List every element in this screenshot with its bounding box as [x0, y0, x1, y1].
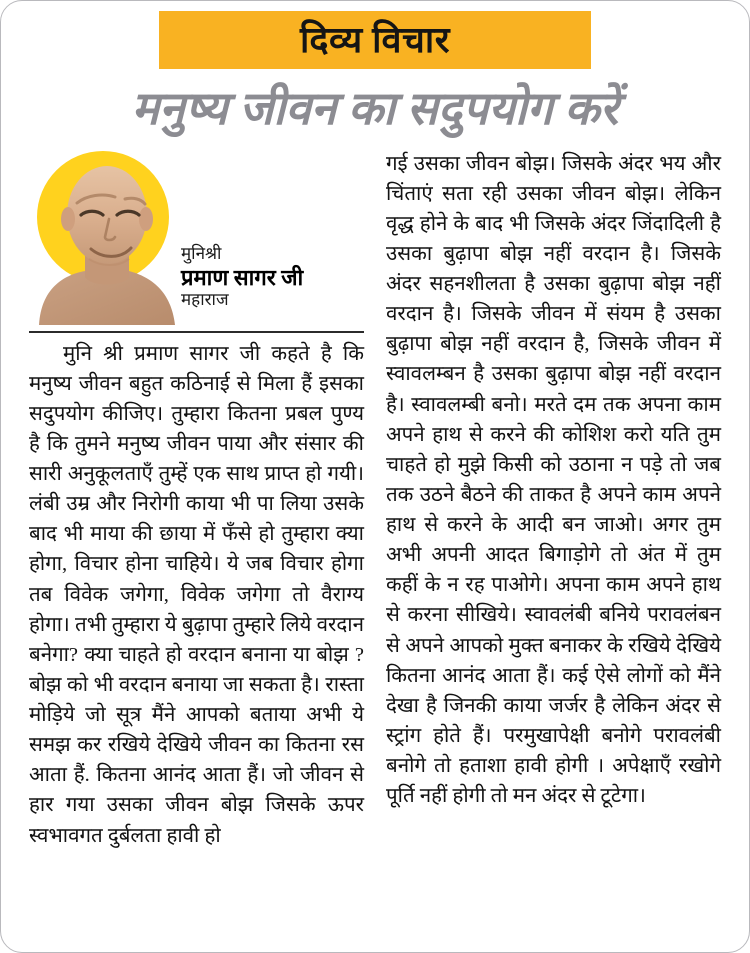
author-block: [29, 149, 364, 325]
author-name: प्रमाण सागर जी: [181, 264, 304, 290]
left-column: [29, 149, 364, 851]
right-column: [386, 149, 721, 851]
banner-title: दिव्य विचार: [300, 20, 450, 60]
byline-divider: [29, 331, 364, 333]
page-title: मनुष्य जीवन का सदुपयोग करें: [131, 83, 619, 134]
article-body: [1, 135, 749, 861]
banner-box: [159, 11, 591, 69]
avatar: [29, 149, 179, 325]
article-text-right: गई उसका जीवन बोझ। जिसके अंदर भय और चिंताएं सता रही उसका जीवन बोझ। लेकिन वृद्ध होने के बाद भी जिसके अंदर जिंदादिली है उसका बुढ़ापा बोझ नहीं वरदान है। जिसके अंदर सहनशीलता है उसका बुढ़ापा बोझ नहीं वरदान है। जिसके जीवन में संयम है उसका बुढ़ापा बोझ नहीं वरदान है, जिसके जीवन में स्वावलम्बन है उसका बुढ़ापा बोझ नहीं वरदान है। स्वावलम्बी बनो। मरते दम तक अपना काम अपने हाथ से करने की कोशिश करो यति तुम चाहते हो मुझे किसी को उठाना न पड़े तो जब तक उठने बैठने की ताकत है अपने काम अपने हाथ से करने के आदी बन जाओ। अगर तुम अभी अपनी आदत बिगाड़ोगे तो अंत में तुम कहीं के न रह पाओगे। अपना काम अपने हाथ से करना सीखिये। स्वावलंबी बनिये परावलंबन से अपने आपको मुक्त बनाकर के रखिये देखिये कितना आनंद आता हैं। कई ऐसे लोगों को मैंने देखा है जिनकी काया जर्जर है लेकिन अंदर से स्ट्रांग होते हैं। परमुखापेक्षी बनोगे परावलंबी बनोगे तो हताशा हावी होगी । अपेक्षाएँ रखोगे पूर्ति नहीं होगी तो मन अंदर से टूटेगा।: [386, 152, 721, 808]
monk-portrait-icon: [29, 149, 179, 325]
masthead: [1, 1, 749, 69]
author-title: महाराज: [181, 290, 229, 310]
author-honorific: मुनिश्री: [181, 244, 222, 264]
byline: [179, 244, 364, 324]
article-text-left: मुनि श्री प्रमाण सागर जी कहते है कि मनुष्य जीवन बहुत कठिनाई से मिला हैं इसका सदुपयोग कीजिए। तुम्हारा कितना प्रबल पुण्य है कि तुमने मनुष्य जीवन पाया और संसार की सारी अनुकूलताएँ तुम्हें एक साथ प्राप्त हो गयी। लंबी उम्र और निरोगी काया भी पा लिया उसके बाद भी माया की छाया में फँसे हो तुम्हारा क्या होगा, विचार होना चाहिये। ये जब विचार होगा तब विवेक जगेगा, विवेक जगेगा तो वैराग्य होगा। तभी तुम्हारा ये बुढ़ापा तुम्हारे लिये वरदान बनेगा? क्या चाहते हो वरदान बनाना या बोझ ? बोझ को भी वरदान बनाया जा सकता है। रास्ता मोड़िये जो सूत्र मैंने आपको बताया अभी ये समझ कर रखिये देखिये जीवन का कितना रस आता हैं. कितना आनंद आता हैं। जो जीवन से हार गया उसका जीवन बोझ जिसके ऊपर स्वभावगत दुर्बलता हावी हो: [29, 342, 364, 847]
